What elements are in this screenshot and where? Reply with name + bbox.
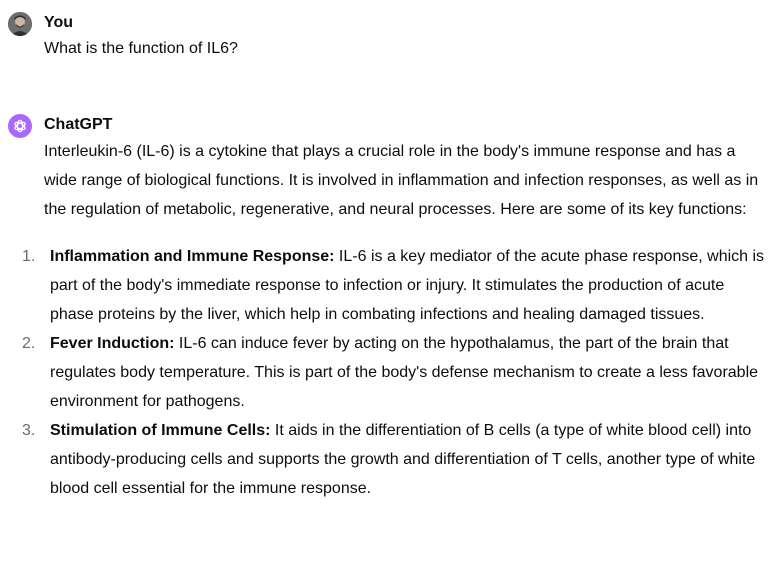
list-item bbox=[22, 416, 768, 503]
list-item bbox=[22, 242, 768, 329]
list-number: 2. bbox=[22, 335, 36, 352]
list-number: 3. bbox=[22, 422, 36, 439]
assistant-message-body bbox=[22, 137, 768, 503]
user-avatar[interactable] bbox=[8, 12, 32, 36]
list-item-title: Inflammation and Immune Response: bbox=[50, 248, 335, 265]
list-item-title: Fever Induction: bbox=[50, 335, 175, 352]
user-message-text: What is the function of IL6? bbox=[44, 40, 238, 57]
list-item-text: IL-6 can induce fever by acting on the hypothalamus, the part of the brain that regulates body temperature. This is part of the body's defense mechanism to create a less favorable environment for pathogens. bbox=[50, 335, 759, 410]
assistant-author-name: ChatGPT bbox=[44, 116, 113, 133]
answer-intro: Interleukin-6 (IL-6) is a cytokine that plays a crucial role in the body's immune response and has a wide range of biological functions. It is involved in inflammation and infection responses, as well as in the regulation of metabolic, regenerative, and neural processes. Here are some of its key functions: bbox=[44, 143, 759, 218]
user-photo-icon bbox=[8, 12, 32, 36]
openai-logo-icon bbox=[12, 118, 28, 134]
list-number: 1. bbox=[22, 248, 36, 265]
functions-list bbox=[22, 242, 768, 503]
list-item-title: Stimulation of Immune Cells: bbox=[50, 422, 271, 439]
chatgpt-avatar bbox=[8, 114, 32, 138]
list-item-text: IL-6 is a key mediator of the acute phase response, which is part of the body's immediate response to infection or injury. It stimulates the production of acute phase proteins by the liver, which help in combating infections and healing damaged tissues. bbox=[50, 248, 765, 323]
user-author-name: You bbox=[44, 14, 74, 31]
list-item-text: It aids in the differentiation of B cells (a type of white blood cell) into antibody-producing cells and supports the growth and differentiation of T cells, another type of white blood cell essential for the immune response. bbox=[50, 422, 756, 497]
list-item bbox=[22, 329, 768, 416]
